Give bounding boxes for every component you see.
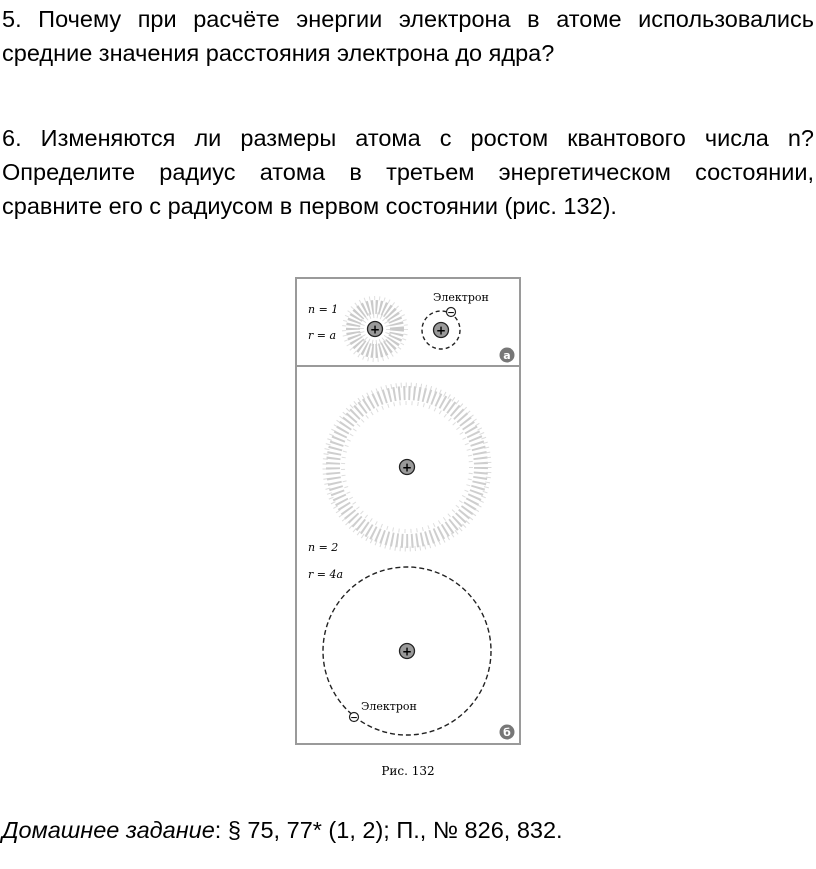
question-5: 5. Почему при расчёте энергии электрона в атоме использовались средние значения расстояния электрона до ядра? xyxy=(2,6,814,66)
svg-text:+: + xyxy=(401,460,413,475)
panel-a-electron-label: Электрон xyxy=(433,291,489,304)
electron-a xyxy=(447,308,456,319)
svg-text:−: − xyxy=(350,713,358,724)
question-6: 6. Изменяются ли размеры атома с ростом квантового числа n? Определите радиус атома в третьем энергетическом состоянии, сравните его с радиусом в первом состоянии (рис. 132). xyxy=(2,125,814,219)
svg-text:б: б xyxy=(503,726,511,739)
svg-text:а: а xyxy=(503,349,511,362)
panel-a-n-label: n = 1 xyxy=(308,303,339,316)
panel-b-n-label: n = 2 xyxy=(308,541,339,554)
nucleus-a-orbit xyxy=(434,323,449,338)
svg-text:−: − xyxy=(447,308,455,319)
homework xyxy=(2,813,563,847)
panel-b-electron-label: Электрон xyxy=(361,700,417,713)
homework-label: Домашнее задание xyxy=(2,817,215,843)
electron-b xyxy=(350,713,359,724)
badge-b xyxy=(500,725,515,740)
panel-b-r-label: r = 4a xyxy=(308,568,344,581)
svg-text:+: + xyxy=(369,322,381,337)
svg-text:+: + xyxy=(435,323,447,338)
nucleus-b-cloud xyxy=(400,460,415,475)
nucleus-a-cloud xyxy=(368,322,383,337)
badge-a xyxy=(500,348,515,363)
svg-text:+: + xyxy=(401,644,413,659)
nucleus-b-orbit xyxy=(400,644,415,659)
panel-a-r-label: r = a xyxy=(308,329,337,342)
homework-text: : § 75, 77* (1, 2); П., № 826, 832. xyxy=(214,817,563,843)
figure-caption: Рис. 132 xyxy=(381,764,435,778)
figure-132 xyxy=(295,277,521,745)
